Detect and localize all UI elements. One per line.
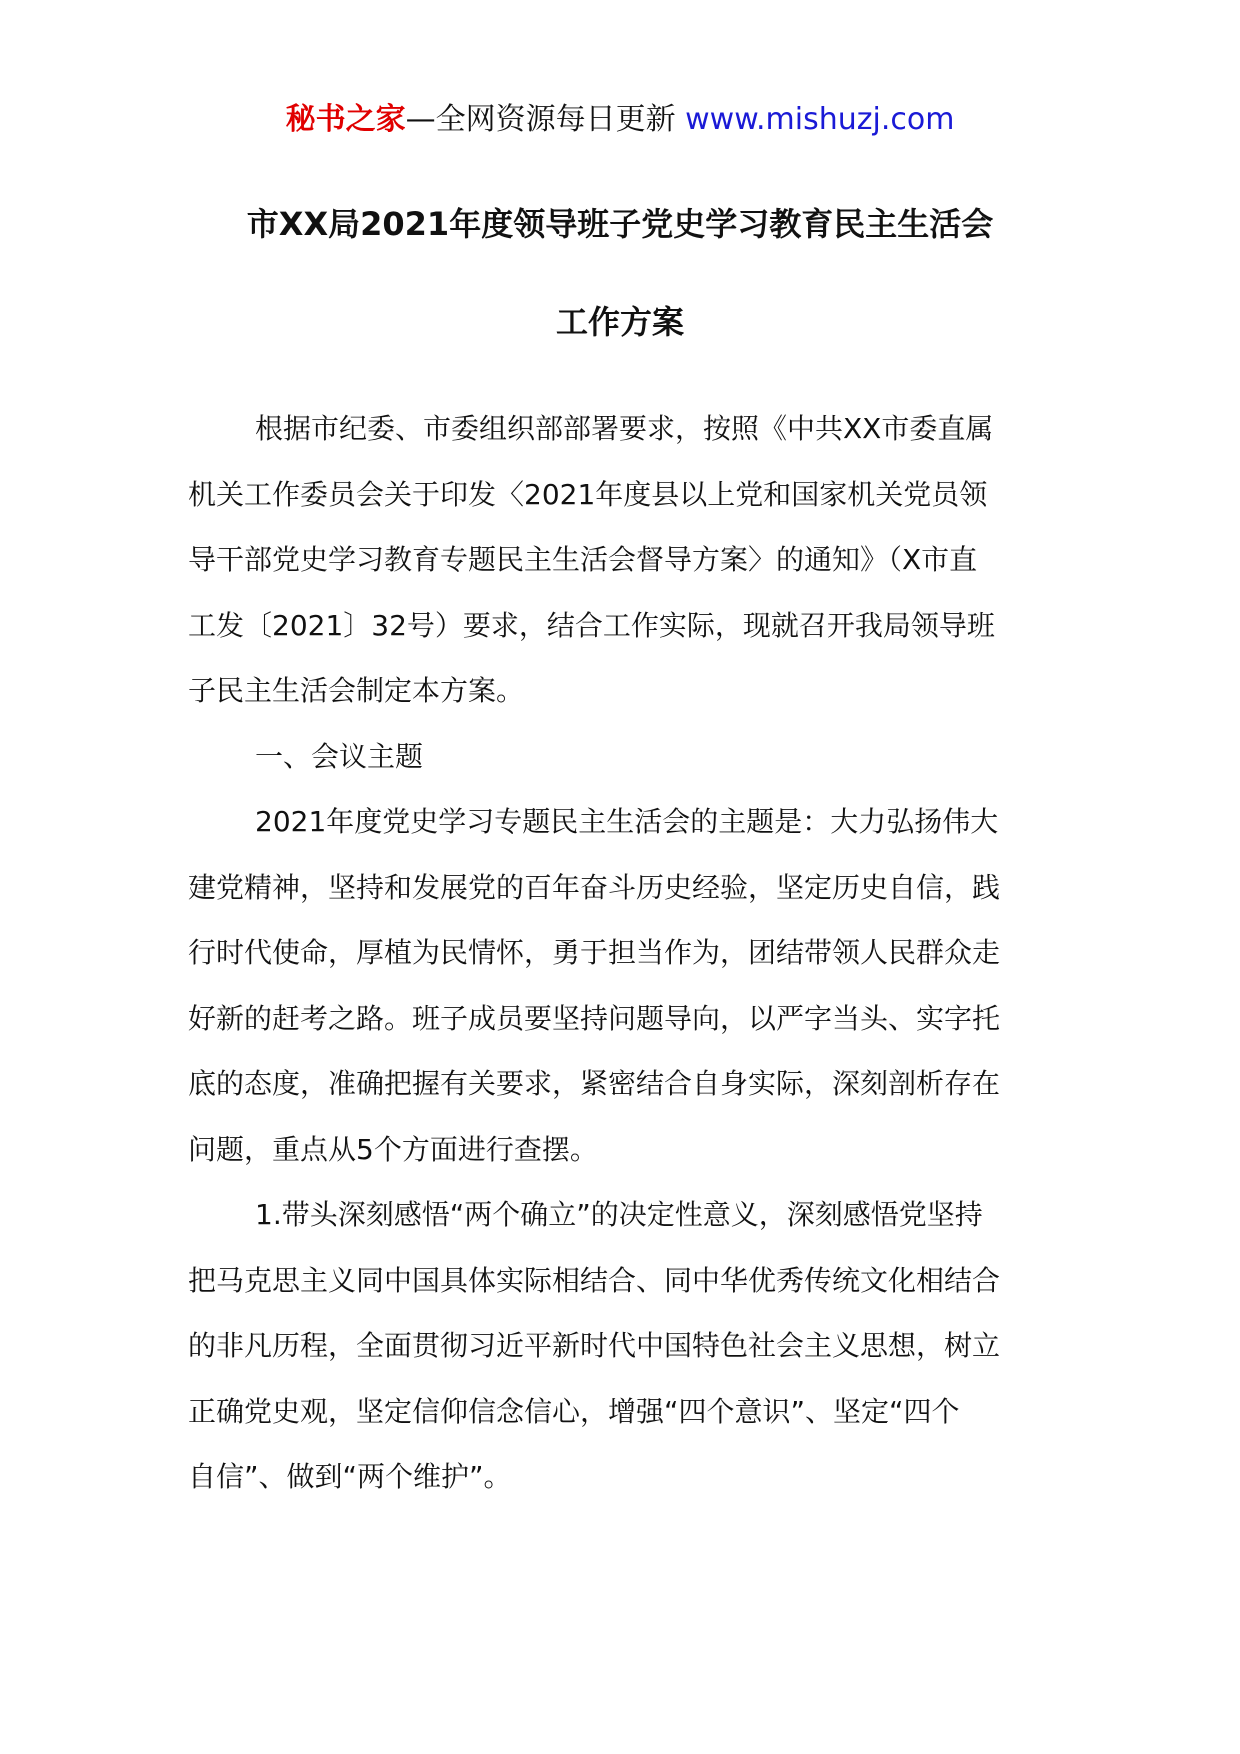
site-url-link[interactable]: www.mishuzj.com (685, 102, 955, 137)
section-heading: 一、会议主题 (255, 739, 424, 773)
list-item-line: 的非凡历程，全面贯彻习近平新时代中国特色社会主义思想，树立 (188, 1329, 1001, 1362)
paragraph-line: 底的态度，准确把握有关要求，紧密结合自身实际，深刻剖析存在 (188, 1067, 1001, 1100)
paragraph-line: 机关工作委员会关于印发〈2021年度县以上党和国家机关党员领 (188, 477, 988, 511)
paragraph-line: 问题，重点从5个方面进行查摆。 (188, 1132, 598, 1166)
site-header (0, 98, 1240, 142)
paragraph-line: 行时代使命，厚植为民情怀，勇于担当作为，团结带领人民群众走 (188, 936, 1001, 969)
document-body (188, 396, 1048, 1510)
paragraph-line: 子民主生活会制定本方案。 (188, 674, 525, 707)
paragraph-line: 建党精神，坚持和发展党的百年奋斗历史经验，坚定历史自信，践 (188, 870, 1001, 904)
paragraph-line: 导干部党史学习教育专题民主生活会督导方案〉的通知》（X市直 (188, 543, 978, 576)
brand-name: 秘书之家 (285, 102, 406, 137)
paragraph-line: 好新的赶考之路。班子成员要坚持问题导向，以严字当头、实字托 (188, 1001, 1001, 1035)
paragraph-line: 2021年度党史学习专题民主生活会的主题是：大力弘扬伟大 (255, 805, 999, 838)
document-title-line-1: 市XX局2021年度领导班子党史学习教育民主生活会 (246, 205, 994, 243)
list-item-line: 自信”、做到“两个维护”。 (188, 1460, 512, 1493)
list-item-line: 把马克思主义同中国具体实际相结合、同中华优秀传统文化相结合 (188, 1263, 1001, 1297)
list-item-line: 1.带头深刻感悟“两个确立”的决定性意义，深刻感悟党坚持 (255, 1198, 983, 1231)
header-tagline: —全网资源每日更新 (405, 102, 676, 137)
list-item-line: 正确党史观，坚定信仰信念信心，增强“四个意识”、坚定“四个 (188, 1394, 960, 1428)
paragraph-line: 工发〔2021〕32号）要求，结合工作实际，现就召开我局领导班 (188, 608, 995, 642)
paragraph-line: 根据市纪委、市委组织部部署要求，按照《中共XX市委直属 (255, 412, 994, 445)
document-title-line-2: 工作方案 (555, 303, 684, 341)
